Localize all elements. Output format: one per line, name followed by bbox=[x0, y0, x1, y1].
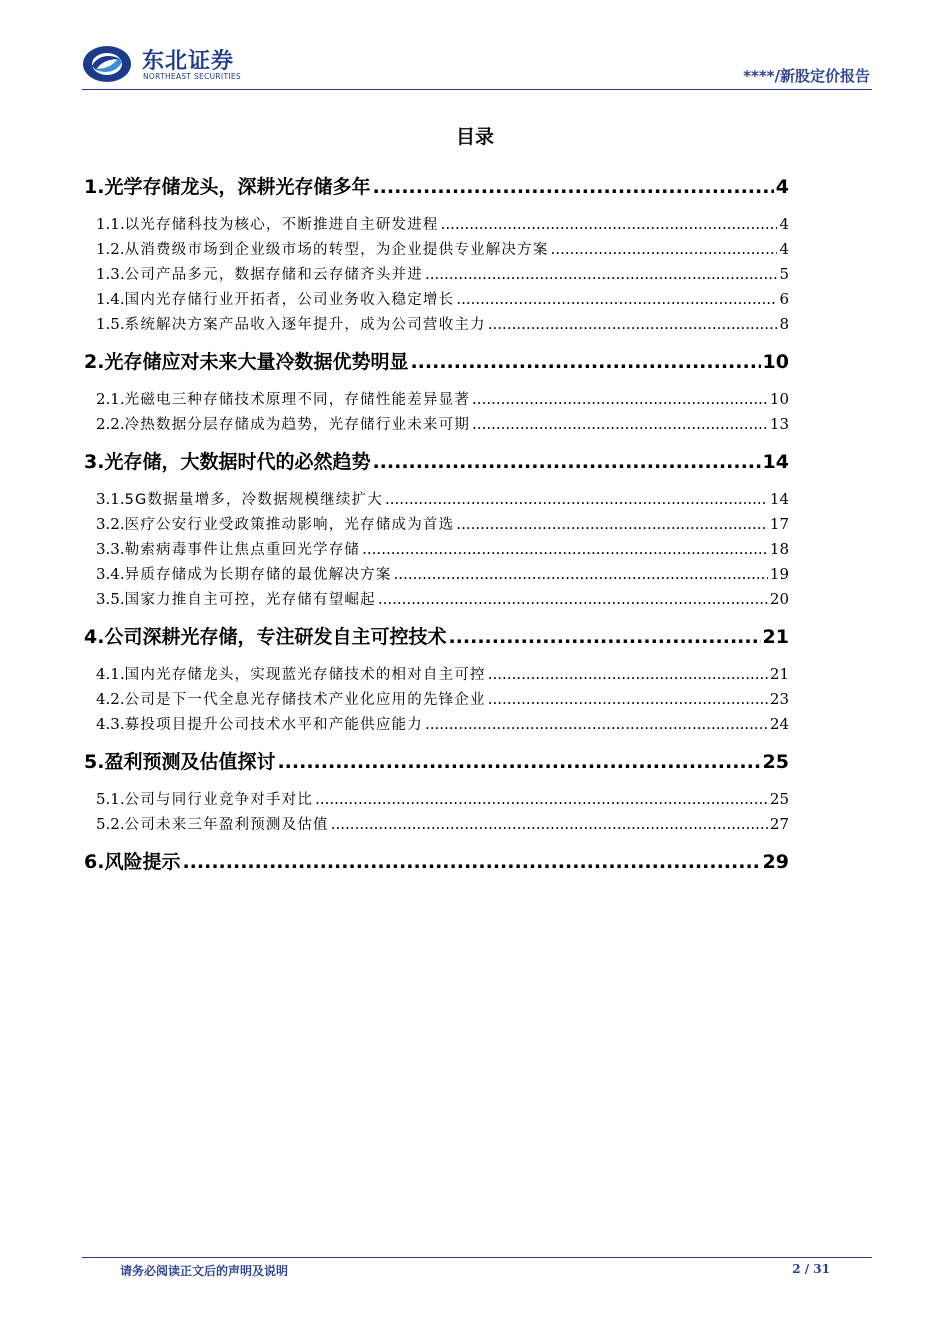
toc-entry-page: 24 bbox=[769, 715, 789, 733]
page-number: 2 / 31 bbox=[792, 1262, 830, 1276]
toc-entry-page: 13 bbox=[769, 415, 789, 433]
dot-leader bbox=[488, 690, 768, 708]
toc-entry[interactable] bbox=[84, 847, 789, 875]
toc-entry-number: 5. bbox=[84, 751, 105, 773]
toc-entry[interactable] bbox=[84, 663, 789, 685]
toc-entry-page: 5 bbox=[779, 265, 789, 283]
toc-entry-number: 3.1. bbox=[96, 490, 125, 508]
dot-leader bbox=[551, 240, 778, 258]
toc-entry-number: 1.5. bbox=[96, 315, 125, 333]
toc-entry-page: 4 bbox=[775, 176, 789, 198]
toc-entry-title: 光存储应对未来大量冷数据优势明显 bbox=[104, 351, 409, 373]
toc-entry[interactable] bbox=[84, 313, 789, 335]
dot-leader bbox=[441, 215, 778, 233]
toc-entry-page: 6 bbox=[779, 290, 789, 308]
dot-leader bbox=[394, 565, 768, 583]
toc-entry-page: 18 bbox=[769, 540, 789, 558]
dot-leader bbox=[362, 540, 768, 558]
toc-entry-page: 14 bbox=[769, 490, 789, 508]
toc-entry[interactable] bbox=[84, 788, 789, 810]
toc-title: 目录 bbox=[455, 126, 494, 148]
toc-entry[interactable] bbox=[84, 263, 789, 285]
dot-leader bbox=[182, 851, 760, 873]
footer-divider bbox=[82, 1257, 872, 1258]
toc-entry-number: 1.3. bbox=[96, 265, 125, 283]
footer-disclaimer: 请务必阅读正文后的声明及说明 bbox=[120, 1264, 289, 1278]
toc-entry[interactable] bbox=[84, 747, 789, 775]
toc-entry-number: 3.4. bbox=[96, 565, 125, 583]
toc-entry-number: 4.1. bbox=[96, 665, 125, 683]
toc-entry-title: 募投项目提升公司技术水平和产能供应能力 bbox=[124, 717, 423, 733]
toc-entry[interactable] bbox=[84, 238, 789, 260]
toc-entry-page: 25 bbox=[769, 790, 789, 808]
toc-entry-page: 17 bbox=[769, 515, 789, 533]
toc-entry-number: 5.2. bbox=[96, 815, 125, 833]
company-logo bbox=[82, 42, 272, 86]
toc-entry-number: 5.1. bbox=[96, 790, 125, 808]
toc-entry-number: 4.2. bbox=[96, 690, 125, 708]
toc-entry-title: 公司与同行业竞争对手对比 bbox=[124, 792, 314, 808]
toc-entry-number: 3.3. bbox=[96, 540, 125, 558]
dot-leader bbox=[456, 515, 768, 533]
toc-entry-page: 29 bbox=[762, 851, 789, 873]
dot-leader bbox=[385, 490, 768, 508]
toc-entry[interactable] bbox=[84, 588, 789, 610]
toc-entry[interactable] bbox=[84, 488, 789, 510]
toc-entry-number: 3. bbox=[84, 451, 105, 473]
toc-entry[interactable] bbox=[84, 447, 789, 475]
dot-leader bbox=[488, 315, 778, 333]
toc-entry-page: 21 bbox=[769, 665, 789, 683]
toc-entry-page: 20 bbox=[769, 590, 789, 608]
report-type-label: ****/新股定价报告 bbox=[743, 67, 870, 85]
dot-leader bbox=[378, 590, 768, 608]
toc-entry[interactable] bbox=[84, 388, 789, 410]
toc-entry-title: 公司深耕光存储，专注研发自主可控技术 bbox=[104, 626, 447, 648]
toc-entry-title: 医疗公安行业受政策推动影响，光存储成为首选 bbox=[124, 517, 455, 533]
toc-entry-number: 3.2. bbox=[96, 515, 125, 533]
toc-entry[interactable] bbox=[84, 288, 789, 310]
toc-entry-page: 19 bbox=[769, 565, 789, 583]
toc-entry-title: 光学存储龙头，深耕光存储多年 bbox=[104, 176, 371, 198]
dot-leader bbox=[472, 415, 768, 433]
dot-leader bbox=[488, 665, 768, 683]
toc-entry-number: 3.5. bbox=[96, 590, 125, 608]
toc-entry[interactable] bbox=[84, 172, 789, 200]
dot-leader bbox=[425, 715, 768, 733]
toc-entry-title: 国家力推自主可控，光存储有望崛起 bbox=[124, 592, 376, 608]
toc-entry-title: 冷热数据分层存储成为趋势，光存储行业未来可期 bbox=[124, 417, 471, 433]
logo-emblem-icon bbox=[82, 44, 136, 84]
toc-entry-page: 21 bbox=[762, 626, 789, 648]
toc-entry-number: 2.2. bbox=[96, 415, 125, 433]
toc-entry[interactable] bbox=[84, 513, 789, 535]
toc-entry-title: 公司产品多元，数据存储和云存储齐头并进 bbox=[124, 267, 423, 283]
toc-entry[interactable] bbox=[84, 563, 789, 585]
toc-entry-page: 4 bbox=[779, 240, 789, 258]
toc-entry-title: 公司是下一代全息光存储技术产业化应用的先锋企业 bbox=[124, 692, 486, 708]
toc-entry-number: 1.1. bbox=[96, 215, 125, 233]
dot-leader bbox=[315, 790, 768, 808]
toc-entry[interactable] bbox=[84, 213, 789, 235]
header-divider bbox=[82, 89, 872, 90]
toc-entry-title: 盈利预测及估值探讨 bbox=[104, 751, 276, 773]
toc-entry-page: 4 bbox=[779, 215, 789, 233]
toc-entry-page: 23 bbox=[769, 690, 789, 708]
toc-entry-title: 异质存储成为长期存储的最优解决方案 bbox=[124, 567, 392, 583]
logo-english-name: NORTHEAST SECURITIES bbox=[143, 72, 241, 81]
toc-entry-title: 国内光存储行业开拓者，公司业务收入稳定增长 bbox=[124, 292, 455, 308]
toc-entry-number: 4.3. bbox=[96, 715, 125, 733]
toc-entry-page: 8 bbox=[779, 315, 789, 333]
toc-entry[interactable] bbox=[84, 538, 789, 560]
dot-leader bbox=[372, 451, 760, 473]
dot-leader bbox=[372, 176, 773, 198]
toc-entry-title: 以光存储科技为核心，不断推进自主研发进程 bbox=[124, 217, 439, 233]
toc-entry-title: 公司未来三年盈利预测及估值 bbox=[124, 817, 329, 833]
toc-entry-title: 系统解决方案产品收入逐年提升，成为公司营收主力 bbox=[124, 317, 486, 333]
dot-leader bbox=[425, 265, 778, 283]
toc-entry-title: 5G数据量增多，冷数据规模继续扩大 bbox=[124, 492, 383, 508]
toc-entry-page: 10 bbox=[762, 351, 789, 373]
toc-entry[interactable] bbox=[84, 688, 789, 710]
toc-entry[interactable] bbox=[84, 713, 789, 735]
dot-leader bbox=[456, 290, 777, 308]
toc-entry-title: 光存储，大数据时代的必然趋势 bbox=[104, 451, 371, 473]
toc-entry-number: 2.1. bbox=[96, 390, 125, 408]
toc-entry[interactable] bbox=[84, 413, 789, 435]
dot-leader bbox=[472, 390, 768, 408]
toc-entry-number: 4. bbox=[84, 626, 105, 648]
toc-entry-number: 6. bbox=[84, 851, 105, 873]
toc-entry-title: 勒索病毒事件让焦点重回光学存储 bbox=[124, 542, 361, 558]
dot-leader bbox=[448, 626, 760, 648]
toc-entry-page: 10 bbox=[769, 390, 789, 408]
toc-entry-number: 1. bbox=[84, 176, 105, 198]
toc-entry-title: 国内光存储龙头，实现蓝光存储技术的相对自主可控 bbox=[124, 667, 486, 683]
toc-entry[interactable] bbox=[84, 813, 789, 835]
toc-entry[interactable] bbox=[84, 622, 789, 650]
logo-chinese-name: 东北证券 bbox=[142, 49, 235, 74]
toc-entry-number: 1.2. bbox=[96, 240, 125, 258]
dot-leader bbox=[331, 815, 768, 833]
toc-entry-number: 2. bbox=[84, 351, 105, 373]
toc-entry-page: 27 bbox=[769, 815, 789, 833]
toc-entry-page: 14 bbox=[762, 451, 789, 473]
toc-entry-title: 光磁电三种存储技术原理不同，存储性能差异显著 bbox=[124, 392, 471, 408]
toc-entry[interactable] bbox=[84, 347, 789, 375]
toc-entry-number: 1.4. bbox=[96, 290, 125, 308]
dot-leader bbox=[277, 751, 760, 773]
page-header bbox=[82, 38, 872, 90]
dot-leader bbox=[410, 351, 760, 373]
toc-entry-page: 25 bbox=[762, 751, 789, 773]
toc-entry-title: 从消费级市场到企业级市场的转型，为企业提供专业解决方案 bbox=[124, 242, 549, 258]
toc-entry-title: 风险提示 bbox=[104, 851, 181, 873]
